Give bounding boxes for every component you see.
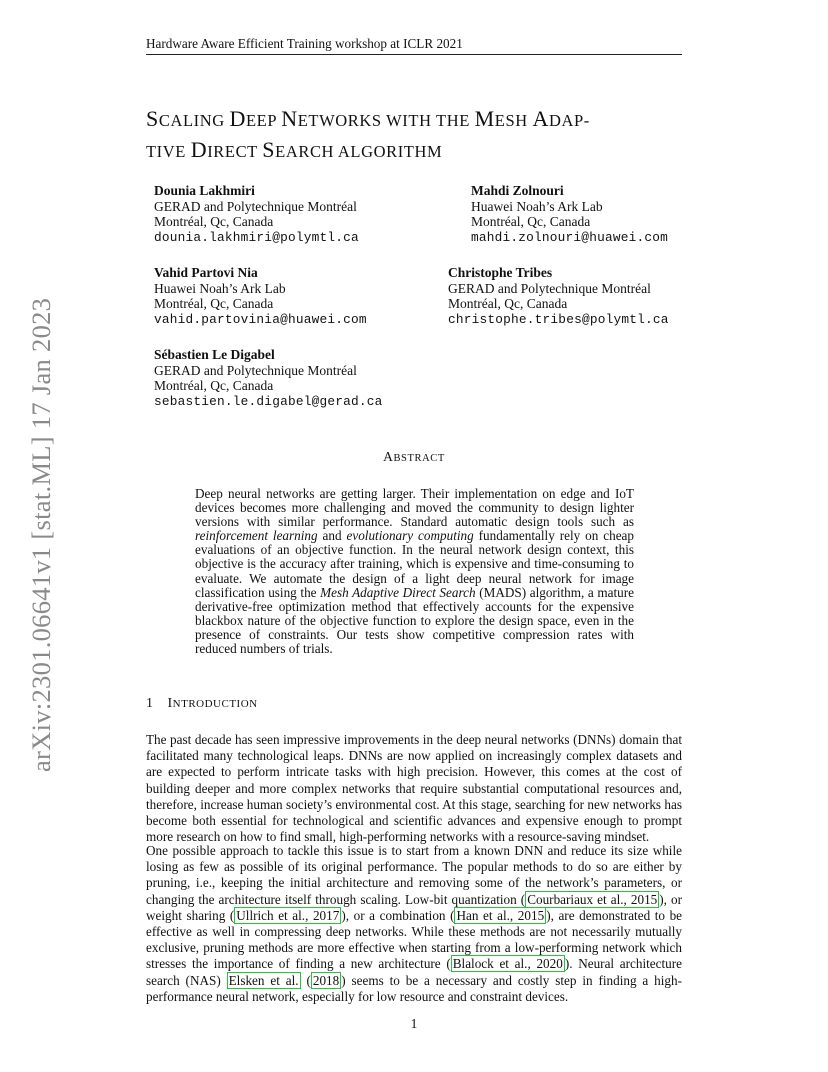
paragraph-text: ), or a combination ( [341, 907, 455, 923]
abstract-heading-rest: BSTRACT [393, 453, 445, 464]
author-email[interactable]: sebastien.le.digabel@gerad.ca [154, 393, 383, 409]
abstract-text: Deep neural networks are getting larger. Their implementation on edge and IoT devices becomes more challenging and moved the community to design lighter versions with similar performance. Standard automatic design tools such as [195, 486, 634, 530]
author-block [154, 265, 367, 327]
author-name: Vahid Partovi Nia [154, 265, 258, 280]
author-block [154, 347, 383, 409]
section-heading-cap: I [167, 696, 173, 711]
author-block [471, 183, 668, 245]
citation-link[interactable]: Ullrich et al., 2017 [236, 907, 340, 923]
title-word-cap: D [190, 137, 208, 162]
title-word-cap: A [532, 106, 549, 131]
author-email[interactable]: christophe.tribes@polymtl.ca [448, 311, 669, 327]
title-word-cap: D [229, 106, 246, 131]
abstract-emphasis: evolutionary computing [346, 528, 474, 544]
section-heading [146, 696, 258, 712]
intro-paragraph-1: The past decade has seen impressive improvements in the deep neural networks (DNNs) domain that facilitated many technological leaps. DNNs are now applied on increasingly complex datasets and are expected to perform intricate tasks with high precision. However, this comes at the cost of building deeper and more complex networks that require substantial computational resources and, therefore, increase human society’s environmental cost. At this stage, searching for new networks has become both essential for technological and scientific advances and expensive enough to prompt more research on how to find small, high-performing networks with a resource-saving mindset. [146, 732, 682, 845]
author-affiliation: GERAD and Polytechnique Montréal [154, 198, 357, 214]
intro-paragraph-2 [146, 843, 682, 1005]
page-number: 1 [410, 1016, 418, 1031]
title-word-rest: EEP [246, 111, 282, 130]
author-name: Mahdi Zolnouri [471, 183, 564, 198]
title-word-rest: TIVE [146, 142, 191, 161]
author-name: Christophe Tribes [448, 265, 553, 280]
title-word-rest: DAP- [549, 111, 590, 130]
author-location: Montréal, Qc, Canada [471, 214, 591, 229]
header-rule [146, 54, 682, 55]
author-location: Montréal, Qc, Canada [448, 296, 568, 311]
abstract-text: (MADS) algorithm, a mature derivative-free optimization method that effectively accounts for the expensive blackbox nature of the objective function to explore the design space, even in the presence of constraints. Our tests show competitive compression rates with reduced numbers of trials. [195, 584, 635, 657]
author-affiliation: Huawei Noah’s Ark Lab [154, 280, 286, 296]
abstract-text: fundamentally rely on cheap evaluations of an objective function. In the neural network design context, this objective is the accuracy after training, which is expensive and time-consuming to evaluate. We automate the design of a light deep neural network for image classification using the [195, 528, 635, 600]
author-location: Montréal, Qc, Canada [154, 378, 274, 393]
paper-title [146, 104, 706, 166]
citation-link[interactable]: Courbariaux et al., 2015 [527, 891, 658, 907]
paragraph-text: ( [300, 972, 311, 988]
title-word-cap: S [262, 137, 276, 162]
abstract-emphasis: Mesh Adaptive Direct Search [320, 584, 476, 600]
title-word-rest: ETWORKS WITH THE [297, 111, 475, 130]
citation-link[interactable]: Elsken et al. [228, 972, 299, 988]
title-word-rest: CALING [158, 111, 230, 130]
title-word-rest: EARCH ALGORITHM [275, 142, 443, 161]
section-heading-rest: NTRODUCTION [172, 698, 258, 710]
title-line-1 [146, 104, 706, 135]
title-word-rest: IRECT [207, 142, 263, 161]
paragraph-text: ), or weight sharing ( [146, 891, 682, 923]
title-word-cap: M [474, 106, 495, 131]
title-word-cap: S [146, 106, 159, 131]
citation-link[interactable]: 2018 [312, 972, 340, 988]
title-word-cap: N [281, 106, 298, 131]
paragraph-text: One possible approach to tackle this issue is to start from a known DNN and reduce its size while losing as few as possible of its original performance. The popular methods to do so are either by pruning, i.e., keeping the initial architecture and removing some of the network’s parameters, or changing the architecture itself through scaling. Low-bit quantization ( [146, 843, 682, 907]
author-affiliation: GERAD and Polytechnique Montréal [154, 362, 357, 378]
paragraph-text: ). Neural architecture search (NAS) [146, 956, 682, 988]
author-email[interactable]: vahid.partovinia@huawei.com [154, 311, 367, 327]
title-word-rest: ESH [494, 111, 533, 130]
author-affiliation: GERAD and Polytechnique Montréal [448, 280, 651, 296]
author-block [448, 265, 669, 327]
paragraph-text: ), are demonstrated to be effective as well in compressing deep networks. While these methods are not necessarily mutually exclusive, pruning methods are more effective when starting from a low-performing network which stresses the importance of finding a new architecture ( [146, 907, 683, 972]
author-name: Dounia Lakhmiri [154, 183, 255, 198]
abstract-body [195, 487, 634, 656]
author-name: Sébastien Le Digabel [154, 347, 275, 362]
title-line-2 [146, 135, 706, 166]
abstract-heading-cap: A [383, 449, 394, 464]
abstract-text: and [317, 528, 347, 544]
author-email[interactable]: mahdi.zolnouri@huawei.com [471, 229, 668, 245]
citation-link[interactable]: Han et al., 2015 [456, 907, 545, 923]
abstract-heading [0, 449, 828, 465]
author-block [154, 183, 359, 245]
author-affiliation: Huawei Noah’s Ark Lab [471, 198, 603, 214]
citation-link[interactable]: Blalock et al., 2020 [452, 956, 563, 972]
arxiv-stamp: arXiv:2301.06641v1 [stat.ML] 17 Jan 2023 [26, 297, 56, 772]
paragraph-text: ) seems to be a necessary and costly step in finding a high-performance neural network, especially for low resource and constraint devices. [146, 972, 682, 1004]
running-header: Hardware Aware Efficient Training workshop at ICLR 2021 [146, 36, 463, 51]
author-location: Montréal, Qc, Canada [154, 296, 274, 311]
abstract-emphasis: reinforcement learning [195, 528, 318, 544]
section-number: 1 [146, 696, 154, 711]
author-location: Montréal, Qc, Canada [154, 214, 274, 229]
author-email[interactable]: dounia.lakhmiri@polymtl.ca [154, 229, 359, 245]
